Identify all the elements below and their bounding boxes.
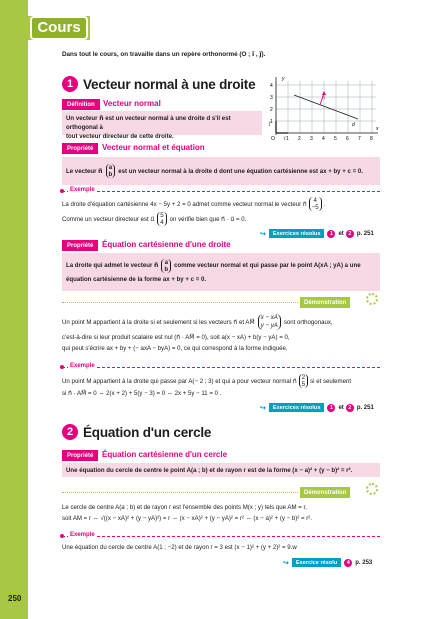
page-number: 250 (8, 594, 22, 603)
property-3-title: Équation cartésienne d'un cercle (102, 450, 228, 459)
example-1-vector-u (157, 212, 166, 226)
property-3-text: Une équation du cercle de centre le point A(a ; b) et de rayon r est de la forme (x − a)² + (y − b)² = r². (66, 467, 353, 474)
example-2-vector-n (299, 374, 308, 388)
vector-a: a (108, 164, 113, 171)
example-3-label: Exemple (70, 532, 95, 538)
svg-text:1: 1 (286, 136, 289, 142)
section-1-heading (62, 76, 255, 92)
svg-text:5: 5 (334, 136, 337, 142)
exercise-page: p. 251 (356, 230, 374, 237)
example-3-exercise-ref[interactable] (283, 558, 372, 567)
example-2-text-before: Un point M appartient à la droite qui passe par A(− 2 ; 3) et qui a pour vecteur normal n⃗ (62, 377, 297, 385)
svg-text:7: 7 (358, 136, 361, 142)
arrow-icon: ↪ (283, 559, 289, 567)
property-1-text-after: est un vecteur normal à la droite d dont une équation cartésienne est ax + by + c = 0. (118, 167, 363, 175)
x-tick-labels (271, 136, 373, 142)
example-1-exercise-ref[interactable] (260, 229, 374, 238)
svg-text:3: 3 (310, 136, 313, 142)
y-axis-label: y (282, 76, 285, 82)
arrow-icon: ↪ (260, 230, 266, 238)
property-2-tag: Propriété (62, 240, 98, 251)
property-2-box (62, 253, 380, 291)
example-1-line-1: La droite d'équation cartésienne 4x − 5y + 2 = 0 admet comme vecteur normal le vecteur n⃗ 4 −5 . (62, 197, 326, 211)
exercise-ref-label: Exercice résolu (292, 558, 341, 567)
exercise-number: 4 (344, 559, 352, 567)
example-1-line (62, 191, 380, 192)
demo-2-line (62, 492, 298, 493)
x-axis-label: x (376, 126, 379, 132)
definition-box (62, 111, 262, 140)
example-1-label: Exemple (70, 187, 95, 193)
property-2-line-1 (66, 256, 376, 275)
example-2-exercise-ref[interactable] (260, 403, 374, 412)
cours-label: Cours (30, 16, 87, 40)
vector-component: 5 (160, 212, 164, 219)
vector-b: b (164, 265, 169, 273)
exercise-number: 2 (346, 404, 354, 412)
vector-component: x − xA (260, 314, 278, 321)
exercise-ref-label: Exercices résolus (269, 229, 325, 238)
property-2-text-before: La droite qui admet le vecteur n⃗ (66, 262, 159, 269)
example-2-line (62, 367, 380, 368)
section-1-title: Vecteur normal à une droite (83, 76, 256, 92)
demo-1-line-3: qui peut s'écrire ax + by + (− axA − byA) = 0, ce qui correspond à la forme indiquée. (62, 345, 288, 352)
svg-text:8: 8 (370, 136, 373, 142)
property-3-tag: Propriété (62, 450, 98, 461)
demo-1-label: Démonstration (300, 297, 350, 308)
example-1-line-2 (62, 212, 392, 226)
svg-text:O: O (271, 136, 275, 142)
section-1-number: 1 (62, 76, 78, 92)
gear-icon (366, 483, 378, 495)
vector-component: −5 (311, 204, 319, 211)
demo-1-line (62, 302, 298, 303)
i-label: i⃗ (284, 136, 286, 141)
example-2-line-2: si n⃗ · AM⃗ = 0 ⇔ 2(x + 2) + 5(y − 3) = 0 ⇔ 2x + 5y − 11 = 0 . (62, 390, 222, 397)
vector-component: 5 (301, 381, 306, 388)
vector-component: y − yA (260, 322, 278, 329)
example-3-line-1: Une équation du cercle de centre A(1 ; −2) et de rayon r = 3 est (x − 1)² + (y + 2)² = 9.w (62, 544, 297, 551)
example-1-line-1-text: La droite d'équation cartésienne 4x − 5y + 2 = 0 admet comme vecteur normal le vecteur n⃗ (62, 200, 307, 208)
svg-text:2: 2 (270, 107, 273, 113)
demo-1-text-before: Un point M appartient à la droite si et seulement si les vecteurs n⃗ et AM⃗ (62, 318, 255, 326)
example-1-vector-n (309, 197, 322, 211)
line-d-label: d (352, 122, 355, 128)
coordinate-graph (266, 73, 382, 143)
definition-tag: Définition (62, 99, 100, 110)
example-3-line (62, 536, 380, 537)
svg-text:3: 3 (270, 95, 273, 101)
example-1-line-2-after: on vérifie bien que n⃗ · u⃗ = 0. (169, 215, 247, 223)
svg-text:6: 6 (346, 136, 349, 142)
property-3-box (62, 463, 380, 477)
exercise-number: 1 (327, 404, 335, 412)
svg-text:1: 1 (270, 119, 273, 125)
vector-component: 4 (160, 219, 164, 226)
exercise-page: p. 251 (356, 404, 374, 411)
definition-line-1: Un vecteur n⃗ est un vecteur normal à une droite d s'il est orthogonal à (66, 115, 231, 131)
exercise-page: p. 253 (355, 559, 373, 566)
left-color-band (0, 0, 28, 619)
section-2-title: Équation d'un cercle (83, 424, 212, 440)
intro-text: Dans tout le cours, on travaille dans un repère orthonormé (O ; i⃗ , j⃗). (62, 51, 266, 58)
vector-component: 2 (301, 374, 306, 381)
vector-a: a (164, 258, 168, 266)
arrow-icon: ↪ (260, 404, 266, 412)
demo-1-text-after: sont orthogonaux, (283, 318, 333, 326)
definition-title: Vecteur normal (103, 99, 161, 108)
normal-vector-label: n⃗ (322, 95, 325, 100)
y-tick-labels (270, 83, 273, 125)
property-1-vector (106, 164, 116, 178)
property-2-line-2: équation cartésienne de la forme ax + by + c = 0. (66, 276, 207, 283)
demo-1-line-1 (62, 314, 392, 330)
gear-icon (366, 293, 378, 305)
property-2-title: Équation cartésienne d'une droite (102, 240, 231, 249)
vector-b: b (108, 171, 113, 178)
exercise-and: et (338, 404, 344, 411)
definition-line-2: tout vecteur directeur de cette droite. (66, 133, 174, 140)
line-d (294, 95, 358, 119)
section-2-number: 2 (62, 424, 78, 440)
svg-text:2: 2 (298, 136, 301, 142)
demo-1-line-2: c'est-à-dire si leur produit scalaire est nul (n⃗ · AM⃗ = 0), soit a(x − xA) + b(y − yA) = 0, (62, 334, 290, 341)
example-2-text-after: si et seulement (310, 377, 352, 385)
exercise-ref-label: Exercices résolus (269, 403, 325, 412)
demo-2-line-2: soit AM = r ⇔ √((x − xA)² + (y − yA)²) = r ⇔ (x − xA)² + (y − yA)² = r² ⇔ (x − a)² + (y − b)² = r². (62, 515, 313, 522)
demo-2-label: Démonstration (300, 487, 350, 498)
exercise-number: 2 (346, 230, 354, 238)
property-1-text-before: Le vecteur n⃗ (66, 167, 103, 175)
demo-1-vector-am (258, 314, 281, 330)
j-label: j⃗ (269, 121, 271, 126)
vector-component: 4 (313, 197, 317, 204)
example-2-line-1 (62, 374, 392, 388)
svg-text:4: 4 (270, 83, 273, 89)
section-2-heading (62, 424, 211, 440)
property-2-text-after: comme vecteur normal et qui passe par le point A(xA ; yA) a une (174, 262, 361, 269)
property-2-vector (161, 259, 171, 273)
example-2-label: Exemple (70, 363, 95, 369)
demo-2-line-1: Le cercle de centre A(a ; b) et de rayon r est l'ensemble des points M(x ; y) tels que AM = r, (62, 504, 307, 511)
exercise-number: 1 (327, 230, 335, 238)
cours-header-tab (28, 16, 90, 40)
example-1-line-2-text: Comme un vecteur directeur est u⃗ (62, 215, 155, 223)
property-1-box (62, 157, 380, 185)
property-1-tag: Propriété (62, 143, 98, 154)
exercise-and: et (338, 230, 344, 237)
property-1-title: Vecteur normal et équation (102, 143, 205, 152)
svg-text:4: 4 (322, 136, 325, 142)
